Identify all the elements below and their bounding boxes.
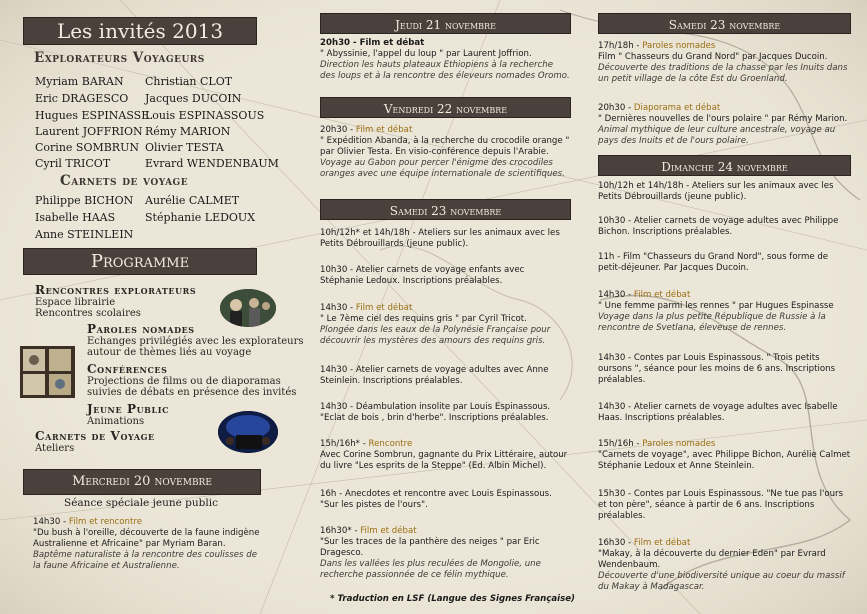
samedi-event-5 [320,439,570,472]
event-text: 10h30 - Atelier carnets de voyage adultes avec Philippe Bichon. Inscriptions préalables. [598,216,839,237]
event-time: 16h30* - [320,526,361,536]
event-desc: Découverte des traditions de la chasse par les Inuits dans un petit village de la côte Est du Groenland. [598,63,848,84]
dimanche-event-6 [598,439,851,472]
event-text: 16h - Anecdotes et rencontre avec Louis Espinassous. "Sur les pistes de l'ours". [320,489,552,510]
event-desc: Baptême naturaliste à la rencontre des coulisses de la faune Africaine et Australienne. [33,550,257,571]
event-text: 11h - Film "Chasseurs du Grand Nord", sous forme de petit-déjeuner. Par Jacques Ducoin. [598,252,829,273]
invites-title: Les invités 2013 [56,19,224,43]
samedi-band-label: Samedi 23 novembre [668,18,781,32]
event-time: 16h30 - [598,538,634,548]
prog-rencontres-sub: Espace librairie [35,297,116,308]
event-title: " Abyssinie, l'appel du loup " par Laurent Joffrion. [320,49,532,59]
event-desc: Voyage dans la plus petite République de Russie à la rencontre de Svetlana, éleveuse de rennes. [598,312,826,333]
samedi-event-1 [320,265,570,287]
prog-carnets-sub: Ateliers [35,443,75,454]
jeudi-band [320,13,571,34]
event-type: Film et rencontre [68,517,142,527]
event-desc: Découverte d'une biodiversité unique au coeur du massif du Makay à Madagascar. [598,571,845,592]
event-title: " Expédition Abanda, à la recherche du crocodile orange " par Olivier Testa. En visio-conférence depuis l'Arabie. [320,136,570,157]
event-desc: Dans les vallées les plus reculées de Mongolie, une recherche passionnée de ce félin mythique. [320,559,541,580]
prog-rencontres: Rencontres explorateurs [35,283,197,297]
event-title: " Dernières nouvelles de l'ours polaire " par Rémy Marion. [598,114,848,124]
event-time: 14h30 - [598,290,634,300]
jeudi-band-label: Jeudi 21 novembre [395,18,496,32]
dimanche-event-7 [598,489,851,522]
dimanche-event-1 [598,216,851,238]
event-time: 20h30 - [598,103,634,113]
explorateurs-heading: Explorateurs Voyageurs [34,50,205,66]
event-time: 14h30 - [320,303,356,313]
right-samedi-event-0 [598,41,852,85]
guest-name: Aurélie CALMET [145,194,240,207]
event-time: 17h/18h - [598,41,643,51]
event-type: Film et débat [633,290,691,300]
samedi-band-middle [320,199,571,220]
event-time: 14h30 - [33,517,69,527]
samedi-event-6 [320,489,570,511]
mercredi-subtitle: Séance spéciale jeune public [64,497,218,509]
vendredi-event [320,125,570,180]
programme-title: Programme [90,251,190,272]
guest-name: Rémy MARION [145,125,231,138]
samedi-band-right [598,13,851,34]
prog-jeune-sub: Animations [87,416,145,427]
guest-name: Anne STEINLEIN [35,228,134,241]
event-title: "Sur les traces de la panthère des neiges " par Eric Dragesco. [320,537,540,558]
guest-name: Philippe BICHON [35,194,134,207]
samedi-event-0 [320,228,570,250]
carnet-drawings-photo [20,346,75,398]
guest-name: Stéphanie LEDOUX [145,211,256,224]
guest-name: Louis ESPINASSOUS [145,109,265,122]
event-type: Film et débat [633,538,691,548]
mercredi-event [33,517,265,572]
carnets-heading: Carnets de voyage [60,173,189,189]
samedi-event-7 [320,526,570,581]
event-type: Paroles nomades [642,41,716,51]
event-time: 15h/16h - [598,439,643,449]
jeudi-event [320,38,570,82]
event-text: 10h30 - Atelier carnets de voyage enfants avec Stéphanie Ledoux. Inscriptions préalables. [320,265,525,286]
samedi-band-label: Samedi 23 novembre [389,204,502,218]
event-desc: Plongée dans les eaux de la Polynésie Française pour découvrir les mystères des amours des requins gris. [320,325,551,346]
event-type: Film et débat [360,526,417,536]
event-text: 14h30 - Atelier carnets de voyage adultes avec Anne Steinlein. Inscriptions préalables. [320,365,549,386]
samedi-event-2 [320,303,570,347]
prog-conferences: Conférences [87,362,168,376]
event-text: 14h30 - Déambulation insolite par Louis Espinassous. "Eclat de bois , brin d'herbe". Inscriptions préalables. [320,402,551,423]
dimanche-band [598,155,851,176]
dimanche-event-3 [598,290,851,334]
dimanche-event-4 [598,353,851,386]
guest-name: Olivier TESTA [145,141,224,154]
event-desc: Direction les hauts plateaux Ethiopiens à la recherche des loups et à la rencontre des éleveurs nomades Oromo. [320,60,570,81]
prog-carnets: Carnets de Voyage [35,429,155,443]
event-text: 14h30 - Atelier carnets de voyage adultes avec Isabelle Haas. Inscriptions préalables. [598,402,838,423]
event-time: 20h30 - [320,125,356,135]
guest-name: Laurent JOFFRION [35,125,143,138]
event-type: Film et débat [355,303,413,313]
prog-paroles: Paroles nomades [87,322,195,336]
guest-name: Eric DRAGESCO [35,92,129,105]
dimanche-event-5 [598,402,851,424]
event-text: 15h30 - Contes par Louis Espinassous. "Ne tue pas l'ours et ton père", séance à partir de 6 ans. Inscriptions préalables. [598,489,844,521]
guest-name: Corine SOMBRUN [35,141,139,154]
event-type: Rencontre [368,439,413,449]
guest-name: Cyril TRICOT [35,157,111,170]
planetarium-photo [218,411,278,453]
prog-conferences-sub: Projections de films ou de diaporamas [87,376,281,387]
prog-conferences-sub: suivies de débats en présence des invités [87,387,297,398]
event-title: "Makay, à la découverte du dernier Eden" par Evrard Wendenbaum. [598,549,826,570]
dimanche-event-0 [598,181,851,203]
event-text: 14h30 - Contes par Louis Espinassous. " Trois petits oursons ", séance pour les moins de 6 ans. Inscriptions préalables. [598,353,836,385]
lsf-footnote: * Traduction en LSF (Langue des Signes Française) [330,594,575,604]
invites-title-band [23,17,257,45]
event-type: Paroles nomades [642,439,716,449]
guest-name: Isabelle HAAS [35,211,116,224]
event-title: " Une femme parmi les rennes " par Hugues Espinasse [598,301,834,311]
mercredi-band-label: Mercredi 20 novembre [72,474,212,489]
event-title: "Carnets de voyage", avec Philippe Bichon, Aurélie Calmet Stéphanie Ledoux et Anne Steinlein. [598,450,851,471]
event-title: Avec Corine Sombrun, gagnante du Prix Littéraire, autour du livre "Les esprits de la Steppe" (Ed. Albin Michel). [320,450,568,471]
samedi-event-4 [320,402,570,424]
event-type: Diaporama et débat [633,103,721,113]
guest-name: Evrard WENDENBAUM [145,157,279,170]
programme-title-band [23,248,257,275]
event-text: 10h/12h et 14h/18h - Ateliers sur les animaux avec les Petits Débrouillards (jeune public). [598,181,834,202]
vendredi-band [320,97,571,118]
guest-name: Hugues ESPINASSE [35,109,150,122]
event-time: 20h30 - Film et débat [320,38,425,48]
guest-name: Myriam BARAN [35,75,124,88]
vendredi-band-label: Vendredi 22 novembre [383,102,508,116]
guest-name: Christian CLOT [145,75,233,88]
prog-paroles-sub: Echanges privilégiés avec les explorateurs [87,336,304,347]
prog-jeune: Jeune Public [87,402,170,416]
guest-name: Jacques DUCOIN [145,92,242,105]
event-desc: Animal mythique de leur culture ancestrale, voyage au pays des Inuits et de l'ours polaire. [598,125,836,146]
event-desc: Voyage au Gabon pour percer l'énigme des crocodiles oranges avec une équipe internationale de scientifiques. [320,158,565,179]
prog-paroles-sub: autour de thèmes liés au voyage [87,347,252,358]
samedi-event-3 [320,365,570,387]
mercredi-band [23,469,261,495]
event-title: "Du bush à l'oreille, découverte de la faune indigène Australienne et Africaine" par Myriam Baran. [33,528,260,549]
dimanche-event-2 [598,252,851,274]
dimanche-event-8 [598,538,851,593]
event-text: 10h/12h* et 14h/18h - Ateliers sur les animaux avec les Petits Débrouillards (jeune public). [320,228,560,249]
event-title: " Le 7ème ciel des requins gris " par Cyril Tricot. [320,314,527,324]
event-title: Film " Chasseurs du Grand Nord" par Jacques Ducoin. [598,52,828,62]
dimanche-band-label: Dimanche 24 novembre [661,160,788,174]
explorers-photo [220,289,276,327]
event-time: 15h/16h* - [320,439,369,449]
prog-rencontres-sub: Rencontres scolaires [35,308,141,319]
event-type: Film et débat [355,125,413,135]
right-samedi-event-1 [598,103,852,147]
